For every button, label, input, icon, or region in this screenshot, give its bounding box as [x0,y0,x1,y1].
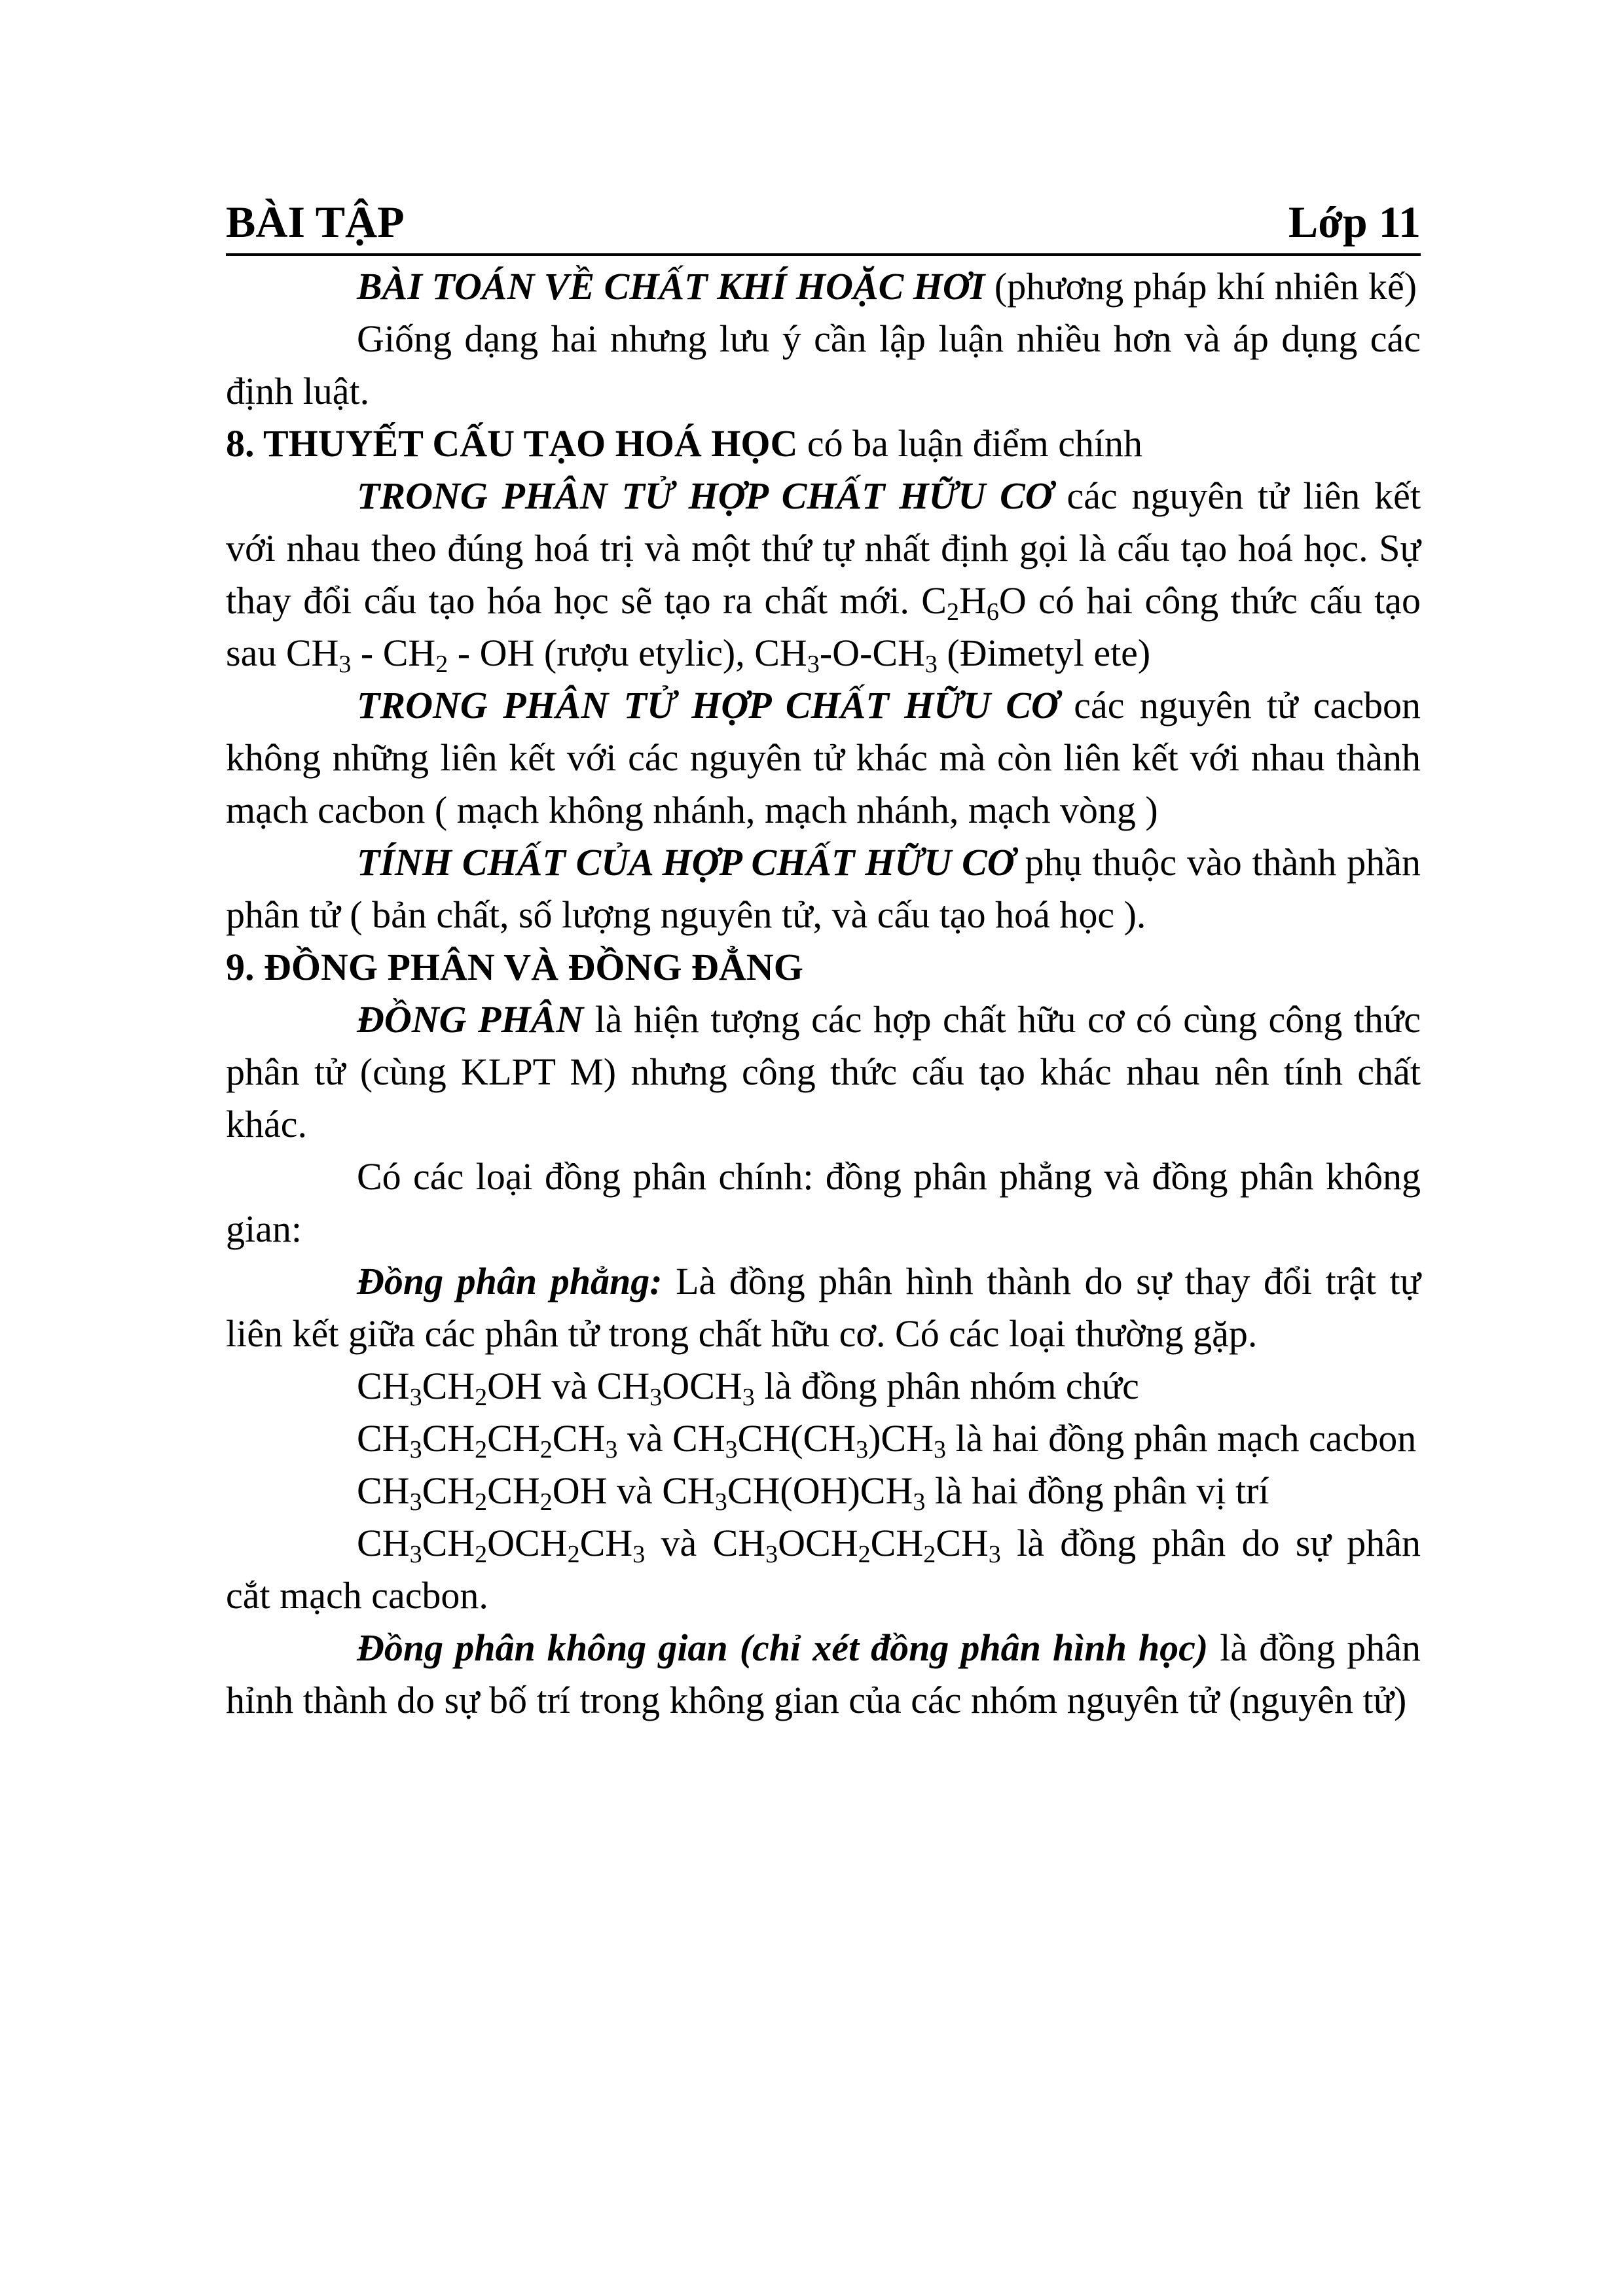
spatial-isomer-paragraph: Đồng phân không gian (chỉ xét đồng phân hình học) là đồng phân hỉnh thành do sự bố trí trong không gian của các nhóm nguyên tử (nguyên tử) [226,1626,1421,1721]
example-functional-group: $CH_3CH_2OH$ và $CH_3OCH_3$ là đồng phân nhóm chức [357,1365,1139,1411]
gas-problem-note: Giống dạng hai nhưng lưu ý cần lập luận nhiều hơn và áp dụng các định luật. [226,317,1421,412]
planar-isomer-paragraph: Đồng phân phẳng: Là đồng phân hình thành do sự thay đổi trật tự liên kết giữa các phân tử trong chất hữu cơ. Có các loại thường gặp. [226,1260,1421,1355]
structure-point-2: TRONG PHÂN TỬ HỢP CHẤT HỮU CƠ các nguyên tử cacbon không những liên kết với các nguyên tử khác mà còn liên kết với nhau thành mạch cacbon ( mạch không nhánh, mạch nhánh, mạch vòng ) [226,684,1421,831]
example-carbon-chain: $CH_3CH_2CH_2CH_3$ và $CH_3CH(CH_3)CH_3$ là hai đồng phân mạch cacbon [357,1417,1417,1463]
page-header [226,191,1421,256]
isomer-types: Có các loại đồng phân chính: đồng phân phẳng và đồng phân không gian: [226,1155,1421,1250]
isomer-definition: ĐỒNG PHÂN là hiện tượng các hợp chất hữu cơ có cùng công thức phân tử (cùng KLPT M) nhưng công thức cấu tạo khác nhau nên tính chất khác. [226,998,1421,1145]
structure-point-3: TÍNH CHẤT CỦA HỢP CHẤT HỮU CƠ phụ thuộc vào thành phần phân tử ( bản chất, số lượng nguyên tử, và cấu tạo hoá học ). [226,841,1421,936]
example-position: $CH_3CH_2CH_2OH$ và $CH_3CH(OH)CH_3$ là hai đồng phân vị trí [357,1469,1269,1516]
header-grade: Lớp 11 [1288,197,1421,247]
section-9-heading: 9. ĐỒNG PHÂN VÀ ĐỒNG ĐẲNG [226,946,803,988]
section-8-heading: 8. THUYẾT CẤU TẠO HOÁ HỌC có ba luận điểm chính [226,422,1143,465]
header-title: BÀI TẬP [226,197,405,247]
gas-problem-title: BÀI TOÁN VỀ CHẤT KHÍ HOẶC HƠI [357,265,985,308]
document-body [226,260,1421,1727]
example-chain-split: $CH_3CH_2OCH_2CH_3$ và $CH_3OCH_2CH_2CH_3$ là đồng phân do sự phân cắt mạch cacbon. [226,1522,1421,1617]
structure-point-1: TRONG PHÂN TỬ HỢP CHẤT HỮU CƠ các nguyên tử liên kết với nhau theo đúng hoá trị và một thứ tự nhất định gọi là cấu tạo hoá học. Sự thay đổi cấu tạo hóa học sẽ tạo ra chất mới. $C_2H_6O$ có hai công thức cấu tạo sau $CH_3 - CH_2$ - OH (rượu etylic), $CH_3-O-CH_3$ (Đimetyl ete) [226,475,1421,678]
gas-problem-paragraph: BÀI TOÁN VỀ CHẤT KHÍ HOẶC HƠI (phương pháp khí nhiên kế) [357,265,1417,308]
